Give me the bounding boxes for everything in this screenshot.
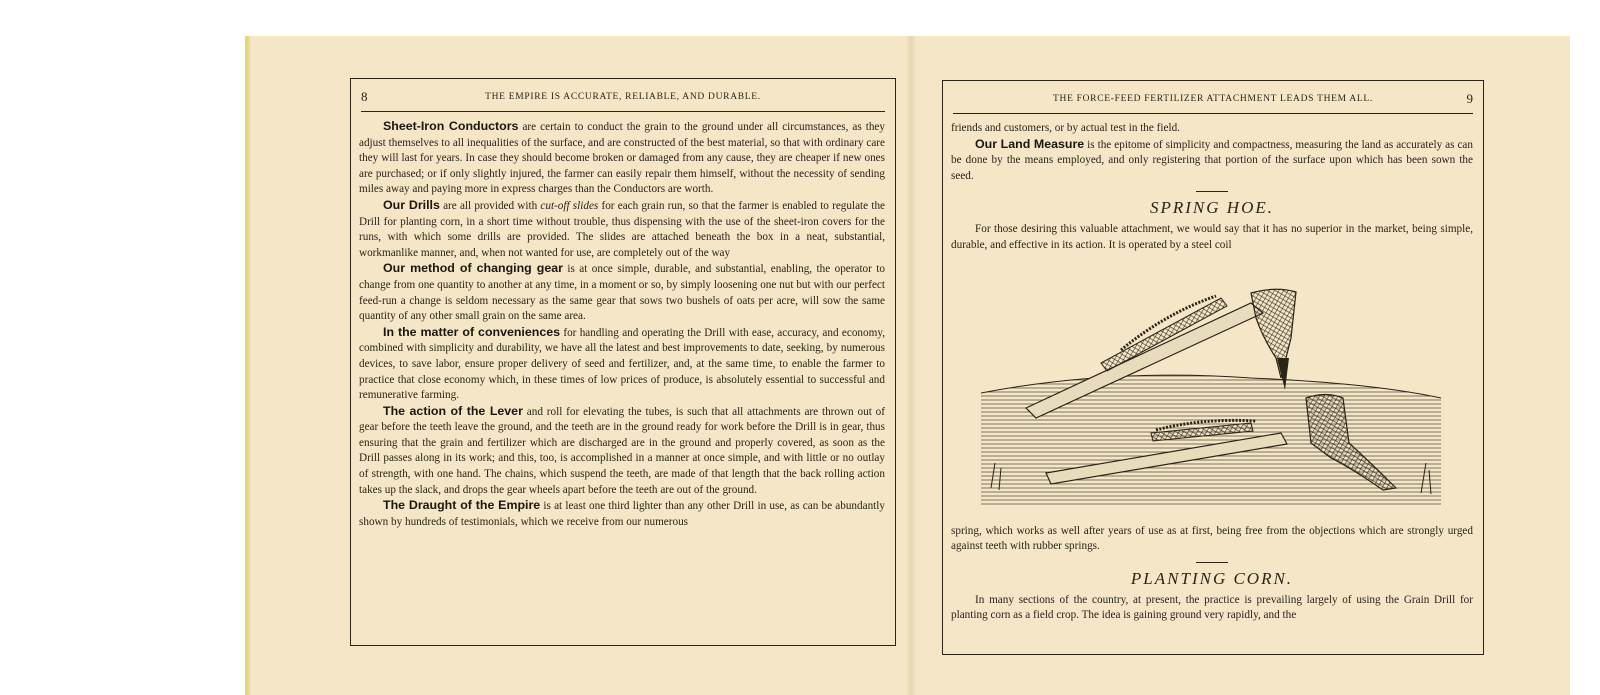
spring-hoe-engraving	[951, 258, 1473, 518]
section-divider	[1196, 562, 1228, 563]
paragraph-lead: Sheet-Iron Conductors	[383, 119, 519, 133]
section-divider	[1196, 191, 1228, 192]
paragraph-text: and roll for elevating the tubes, is such that all attachments are thrown out of gear before the teeth leave the ground, and the teeth are in the ground ready for work before the Drill is in gear, thus ensuring that the grain and fertilizer which are discharged are in the ground and properly covered, as soon as the Drill passes along in its work; and this, too, is accomplished in a manner at once simple, and with little or no outlay of strength, with one hand. The chains, which suspend the teeth, are made of that length that the back rolling action takes up the slack, and drops the gear wheels apart before the teeth are out of the ground.	[359, 405, 885, 496]
paragraph-lead: In the matter of conveniences	[383, 324, 561, 339]
paragraph-text: is at once simple, durable, and substantial, enabling, the operator to change from one quantity to another at any time, in a moment or so, by simply loosening one nut but with our perfect feed-run a change is seldom necessary as the same gear that sows two bushels of oats per acre, will sow the same quantity of any other small grain on the same area.	[359, 263, 886, 323]
right-page	[942, 80, 1484, 655]
paragraph-our-drills	[359, 198, 885, 261]
continuation-text: friends and customers, or by actual test in the field.	[951, 122, 1180, 134]
spring-hoe-illustration	[951, 258, 1471, 518]
paragraph-sheet-iron-conductors	[359, 119, 885, 198]
paragraph-changing-gear	[359, 261, 885, 324]
left-page-body	[359, 119, 885, 530]
spring-hoe-intro: For those desiring this valuable attachment, we would say that it has no superior in the market, being simple, durable, and effective in its action. It is operated by a steel coil	[951, 223, 1473, 251]
spring-hoe-after: spring, which works as well after years of use as at first, being free from the objections which are strongly urged against teeth with rubber springs.	[951, 524, 1473, 553]
left-page	[350, 78, 896, 646]
paragraph-text: are all provided with	[439, 199, 541, 212]
paragraph-text: is at least one third lighter than any other Drill in use, as can be abundantly shown by hundreds of testimonials, which we receive from our numerous	[359, 500, 885, 528]
right-running-head	[953, 91, 1473, 114]
paragraph-lead: Our method of changing gear	[383, 261, 563, 276]
paragraph-conveniences	[359, 325, 885, 404]
right-page-number: 9	[1466, 91, 1473, 106]
right-page-body	[951, 121, 1473, 624]
left-running-head	[361, 89, 885, 112]
paragraph-text: for each grain run, so that the farmer is enabled to regulate the Drill for planting corn, in a short time without trouble, thus dispensing with the use of the sheet-iron covers for the runs, with which some drills are provided. The slides are attached beneath the box in a neat, substantial, workmanlike manner, and, when not wanted for use, are completely out of the way	[359, 199, 885, 259]
paragraph-draught	[359, 498, 885, 530]
heading-spring-hoe: SPRING HOE.	[1150, 198, 1274, 218]
left-running-title: THE EMPIRE IS ACCURATE, RELIABLE, AND DURABLE.	[485, 92, 761, 102]
page-gutter	[906, 36, 916, 695]
italic-term: cut-off slides	[540, 199, 599, 212]
paragraph-lead: Our Land Measure	[975, 136, 1085, 151]
paragraph-text: is the epitome of simplicity and compactness, measuring the land as accurately as can be done by the means employed, and only registering that portion of the surface upon which has been sown the seed.	[951, 138, 1473, 182]
right-running-title: THE FORCE-FEED FERTILIZER ATTACHMENT LEADS THEM ALL.	[1053, 94, 1373, 104]
left-page-number: 8	[361, 89, 368, 104]
paragraph-lever-action	[359, 404, 885, 499]
planting-corn-text: In many sections of the country, at present, the practice is prevailing largely of using the Grain Drill for planting corn as a field crop. The idea is gaining ground very rapidly, and the	[951, 593, 1473, 622]
paragraph-land-measure	[951, 137, 1473, 185]
heading-planting-corn: PLANTING CORN.	[1130, 568, 1294, 588]
paragraph-lead: Our Drills	[383, 197, 440, 212]
paragraph-lead: The Draught of the Empire	[383, 498, 541, 513]
paragraph-lead: The action of the Lever	[383, 403, 523, 418]
paragraph-text: for handling and operating the Drill with ease, accuracy, and economy, combined with simplicity and durability, we have all the latest and best improvements to date, seeking, by numerous devices, to save labor, ensure proper delivery of seed and fertilizer, and, at the same time, to enable the farmer to practice that close economy which, in these times of low prices of produce, is absolutely essential to successful and remunerative farming.	[359, 326, 885, 402]
paragraph-text: are certain to conduct the grain to the ground under all circumstances, as they adjust themselves to all inequalities of the surface, and are constructed of the best material, so that with ordinary care they will last for years. In case they should become broken or damaged from any cause, they are cheaper if new ones are purchased; or if only slightly injured, the farmer can easily repair them himself, without the necessity of sending miles away and paying more in express charges than the Conductors are worth.	[359, 121, 885, 196]
